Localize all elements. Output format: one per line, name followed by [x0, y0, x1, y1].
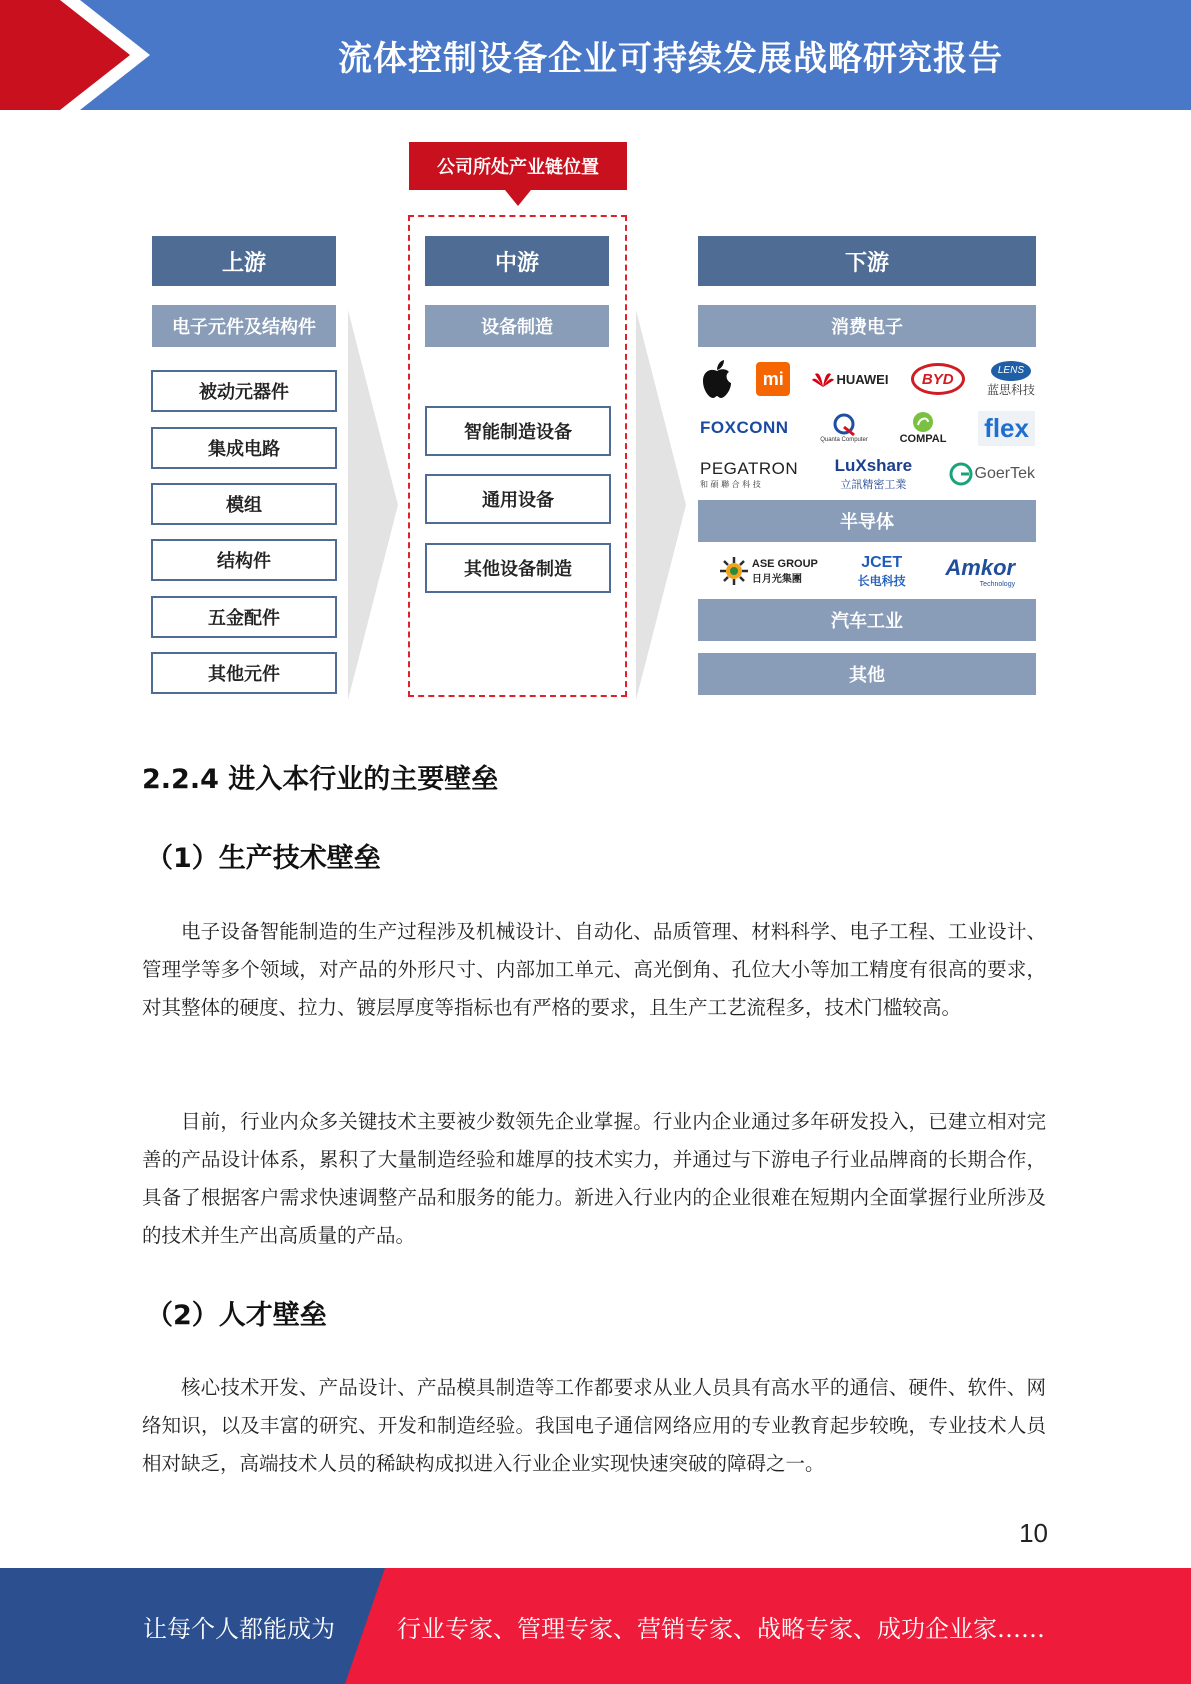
- paragraph: 电子设备智能制造的生产过程涉及机械设计、自动化、品质管理、材料科学、电子工程、工业设计、管理学等多个领域，对产品的外形尺寸、内部加工单元、高光倒角、孔位大小等加工精度有很高的要求，对其整体的硬度、拉力、镀层厚度等指标也有严格的要求，且生产工艺流程多，技术门槛较高。: [142, 920, 1046, 1019]
- page-header: [0, 0, 1191, 110]
- logo-row: [700, 544, 1035, 598]
- quanta-text: Quanta Computer: [820, 437, 868, 443]
- upstream-item: 五金配件: [151, 596, 337, 638]
- midstream-item: 其他设备制造: [425, 543, 611, 593]
- banner-pointer: [505, 190, 531, 206]
- huawei-petal-icon: [812, 370, 834, 388]
- foxconn-logo: FOXCONN: [700, 418, 789, 437]
- ase-sun-icon: [720, 557, 748, 585]
- page-number: 10: [1019, 1518, 1048, 1548]
- quanta-q-icon: [832, 413, 856, 437]
- pegatron-cn-text: 和 碩 聯 合 科 技: [700, 479, 761, 489]
- logo-row: [700, 450, 1035, 498]
- subsection-heading: （2）人才壁垒: [146, 1300, 327, 1331]
- midstream-head: 中游: [425, 236, 609, 286]
- huawei-logo: [812, 370, 888, 388]
- arrow-upstream-to-midstream: [348, 310, 398, 700]
- amkor-logo: [945, 555, 1015, 588]
- subsection-heading: （1）生产技术壁垒: [146, 843, 381, 874]
- header-arrow-decoration: [0, 0, 160, 110]
- section-heading: 2.2.4 进入本行业的主要壁垒: [142, 764, 499, 795]
- goertek-logo: [949, 462, 1035, 486]
- ase-text: ASE GROUP: [751, 557, 818, 570]
- pegatron-logo: [700, 459, 798, 490]
- goertek-g-icon: [949, 462, 973, 486]
- jcet-text: JCET: [861, 553, 903, 571]
- footer-slogan-left: 让每个人都能成为: [143, 1614, 335, 1643]
- lens-text: 蓝思科技: [986, 382, 1035, 397]
- midstream-item: 智能制造设备: [425, 406, 611, 456]
- compal-text: COMPAL: [899, 433, 947, 445]
- huawei-text: HUAWEI: [836, 371, 889, 387]
- luxshare-text: LuXshare: [834, 456, 913, 475]
- pegatron-text: PEGATRON: [700, 458, 799, 478]
- paragraph: 核心技术开发、产品设计、产品模具制造等工作都要求从业人员具有高水平的通信、硬件、软件、网络知识，以及丰富的研究、开发和制造经验。我国电子通信网络应用的专业教育起步较晚，专业技术人员相对缺乏，高端技术人员的稀缺构成拟进入行业企业实现快速突破的障碍之一。: [142, 1376, 1046, 1475]
- downstream-category: 消费电子: [698, 305, 1036, 347]
- luxshare-logo: [835, 456, 912, 492]
- upstream-sub: 电子元件及结构件: [152, 305, 336, 347]
- midstream-sub: 设备制造: [425, 305, 609, 347]
- page-footer: [0, 1568, 1191, 1684]
- downstream-head: 下游: [698, 236, 1036, 286]
- industry-chain-diagram: [0, 130, 1191, 710]
- upstream-item: 结构件: [151, 539, 337, 581]
- compal-swirl-icon: [912, 411, 934, 433]
- upstream-item: 其他元件: [151, 652, 337, 694]
- logo-row: [700, 354, 1035, 404]
- company-position-frame: [408, 215, 627, 697]
- downstream-category: 汽车工业: [698, 599, 1036, 641]
- amkor-sub-text: Technology: [979, 580, 1016, 588]
- lens-logo: [987, 361, 1035, 398]
- upstream-item: 被动元器件: [151, 370, 337, 412]
- logo-row: [700, 406, 1035, 450]
- lens-badge: LENS: [991, 361, 1031, 381]
- paragraph: 目前，行业内众多关键技术主要被少数领先企业掌握。行业内企业通过多年研发投入，已建立相对完善的产品设计体系，累积了大量制造经验和雄厚的技术实力，并通过与下游电子行业品牌商的长期合作，具备了根据客户需求快速调整产品和服务的能力。新进入行业内的企业很难在短期内全面掌握行业所涉及的技术并生产出高质量的产品。: [142, 1110, 1046, 1247]
- flex-logo: flex: [978, 411, 1035, 446]
- chain-position-banner: 公司所处产业链位置: [409, 142, 627, 190]
- midstream-item: 通用设备: [425, 474, 611, 524]
- amkor-text: Amkor: [945, 554, 1016, 580]
- compal-logo: [900, 411, 947, 445]
- footer-slogan-right: 行业专家、管理专家、营销专家、战略专家、成功企业家……: [397, 1614, 1045, 1643]
- downstream-category: 其他: [698, 653, 1036, 695]
- ase-cn-text: 日月光集團: [751, 573, 802, 585]
- jcet-logo: [858, 554, 906, 589]
- luxshare-cn-text: 立訊精密工業: [840, 478, 907, 491]
- arrow-midstream-to-downstream: [636, 310, 686, 700]
- xiaomi-logo: mi: [756, 362, 790, 396]
- report-title: 流体控制设备企业可持续发展战略研究报告: [338, 38, 1003, 79]
- goertek-text: GoerTek: [974, 465, 1035, 482]
- jcet-cn-text: 长电科技: [857, 573, 906, 588]
- upstream-item: 模组: [151, 483, 337, 525]
- quanta-logo: [820, 413, 868, 443]
- ase-logo: [720, 557, 818, 585]
- upstream-item: 集成电路: [151, 427, 337, 469]
- byd-logo: BYD: [911, 363, 965, 395]
- downstream-category: 半导体: [698, 500, 1036, 542]
- upstream-head: 上游: [152, 236, 336, 286]
- apple-logo-icon: [700, 359, 734, 399]
